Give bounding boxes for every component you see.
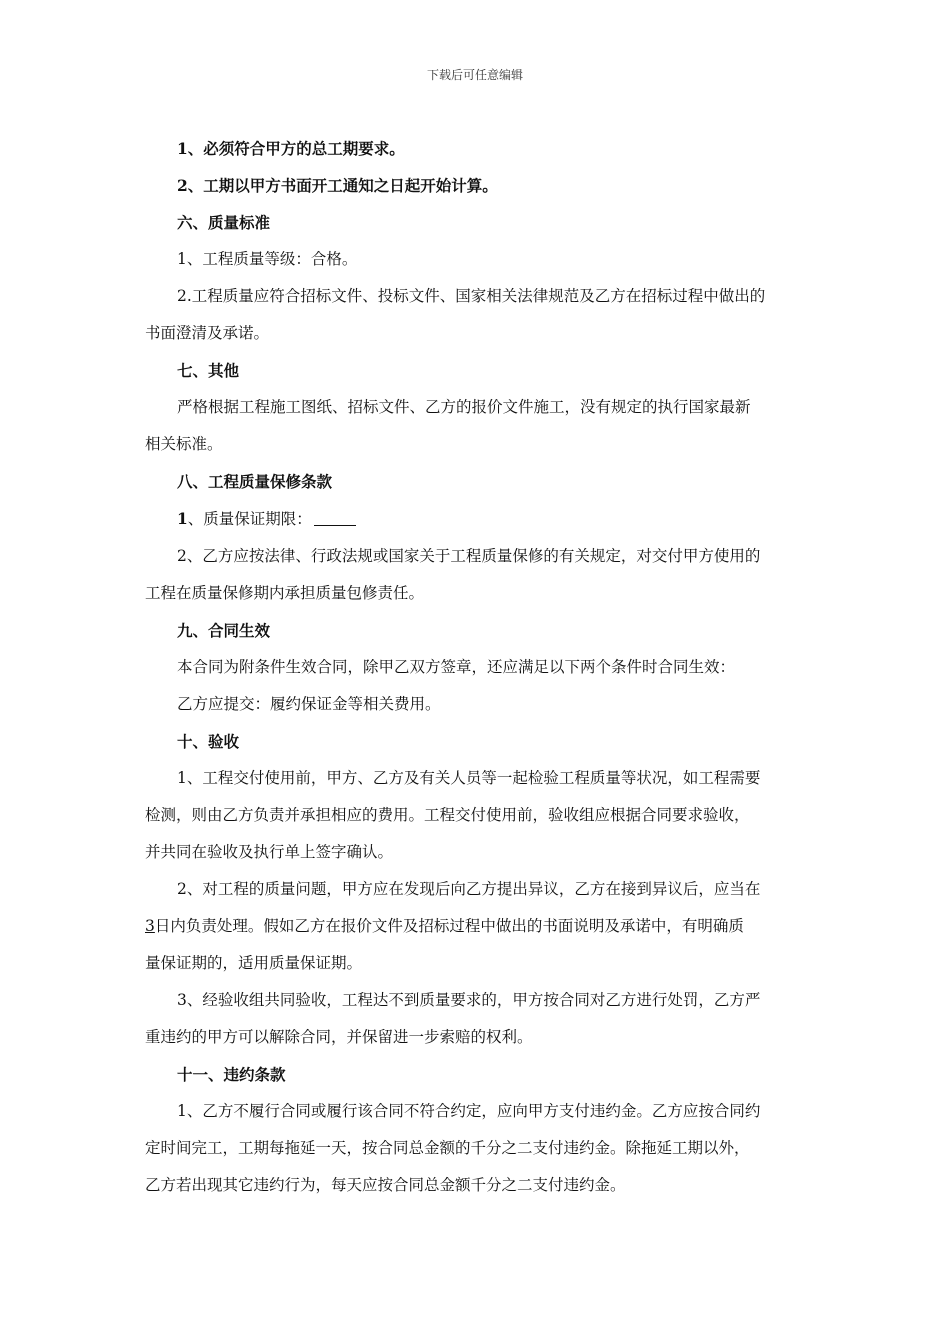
clause-acceptance-2-line1: 2、对工程的质量问题，甲方应在发现后向乙方提出异议，乙方在接到异议后，应当在 (177, 880, 761, 898)
section-heading-warranty: 八、工程质量保修条款 (177, 472, 333, 491)
days-number: 3 (145, 917, 155, 935)
clause-warranty-duty-line2: 工程在质量保修期内承担质量包修责任。 (145, 584, 425, 602)
clause-quality-compliance-line2: 书面澄清及承诺。 (145, 324, 270, 342)
clause-acceptance-3-line2: 重违约的甲方可以解除合同，并保留进一步索赔的权利。 (145, 1028, 533, 1046)
clause-acceptance-1-line3: 并共同在验收及执行单上签字确认。 (145, 843, 394, 861)
clause-number: 1 (177, 509, 188, 528)
section-heading-breach: 十一、违约条款 (177, 1065, 286, 1084)
clause-quality-grade: 1、工程质量等级：合格。 (177, 250, 358, 268)
clause-acceptance-1-line1: 1、工程交付使用前，甲方、乙方及有关人员等一起检验工程质量等状况，如工程需要 (177, 769, 761, 787)
clause-total-period: 1、必须符合甲方的总工期要求。 (177, 139, 405, 158)
clause-breach-1-line2: 定时间完工，工期每拖延一天，按合同总金额的千分之二支付违约金。除拖延工期以外， (145, 1139, 750, 1157)
clause-acceptance-2-line2 (145, 908, 808, 945)
section-heading-acceptance: 十、验收 (177, 732, 240, 751)
fill-in-blank (314, 507, 356, 526)
clause-warranty-duty-line1: 2、乙方应按法律、行政法规或国家关于工程质量保修的有关规定，对交付甲方使用的 (177, 547, 761, 565)
clause-warranty-label: 、质量保证期限： (187, 510, 312, 528)
clause-construction-basis-line2: 相关标准。 (145, 435, 223, 453)
document-body (145, 130, 808, 1204)
clause-effect-deposit: 乙方应提交：履约保证金等相关费用。 (177, 695, 441, 713)
clause-construction-basis-line1: 严格根据工程施工图纸、招标文件、乙方的报价文件施工，没有规定的执行国家最新 (177, 398, 751, 416)
clause-warranty-period (145, 500, 808, 538)
section-heading-other: 七、其他 (177, 361, 240, 380)
clause-acceptance-2-line3: 量保证期的，适用质量保证期。 (145, 954, 363, 972)
clause-acceptance-2-text: 日内负责处理。假如乙方在报价文件及招标过程中做出的书面说明及承诺中，有明确质 (154, 917, 744, 935)
clause-effect-conditions: 本合同为附条件生效合同，除甲乙双方签章，还应满足以下两个条件时合同生效： (177, 658, 736, 676)
clause-breach-1-line3: 乙方若出现其它违约行为，每天应按合同总金额千分之二支付违约金。 (145, 1176, 626, 1194)
clause-acceptance-3-line1: 3、经验收组共同验收，工程达不到质量要求的，甲方按合同对乙方进行处罚，乙方严 (177, 991, 761, 1009)
section-heading-contract-effect: 九、合同生效 (177, 621, 271, 640)
clause-acceptance-1-line2: 检测，则由乙方负责并承担相应的费用。工程交付使用前，验收组应根据合同要求验收， (145, 806, 750, 824)
clause-quality-compliance-line1: 2.工程质量应符合招标文件、投标文件、国家相关法律规范及乙方在招标过程中做出的 (177, 287, 766, 305)
clause-period-start: 2、工期以甲方书面开工通知之日起开始计算。 (177, 176, 498, 195)
page-header: 下载后可任意编辑 (426, 68, 523, 82)
clause-breach-1-line1: 1、乙方不履行合同或履行该合同不符合约定，应向甲方支付违约金。乙方应按合同约 (177, 1102, 761, 1120)
section-heading-quality-standard: 六、质量标准 (177, 213, 271, 232)
